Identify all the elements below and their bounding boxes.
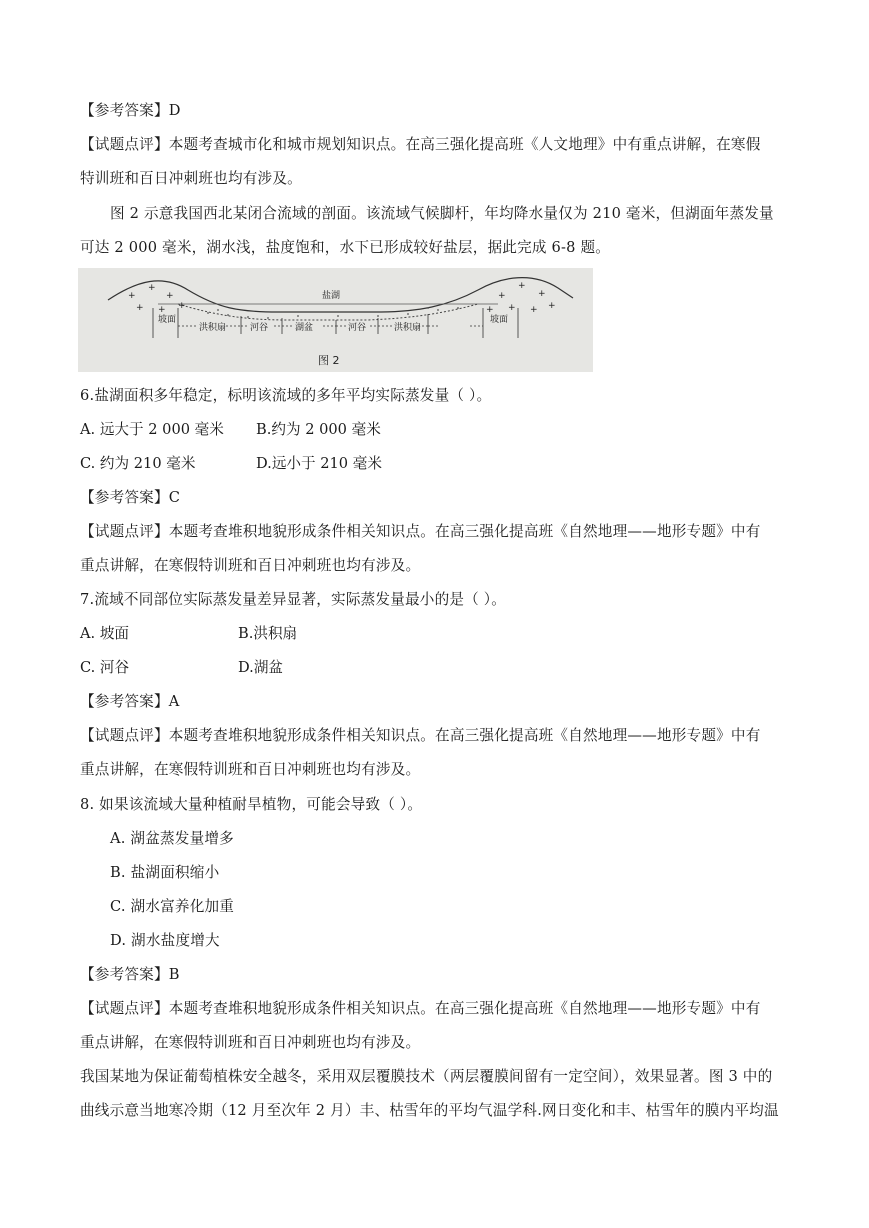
commentary-line: 【试题点评】本题考查堆积地貌形成条件相关知识点。在高三强化提高班《自然地理——地形专题》中有 [80,523,761,540]
paragraph-line: 曲线示意当地寒冷期（12 月至次年 2 月）丰、枯雪年的平均气温学科.网日变化和丰、枯雪年的膜内平均温 [80,1102,779,1119]
commentary-line: 重点讲解，在寒假特训班和百日冲刺班也均有涉及。 [80,557,421,574]
commentary-line: 【试题点评】本题考查城市化和城市规划知识点。在高三强化提高班《人文地理》中有重点讲解，在寒假 [80,136,761,153]
options-row [80,658,283,678]
intro-paragraph-line: 图 2 示意我国西北某闭合流域的剖面。该流域气候脚杆，年均降水量仅为 210 毫米，但湖面年蒸发量 [110,205,774,222]
zone-label: 洪积扇 [199,323,227,333]
paragraph-line: 我国某地为保证葡萄植株安全越冬，采用双层覆膜技术（两层覆膜间留有一定空间），效果显著。图 3 中的 [80,1068,773,1085]
commentary-line: 【试题点评】本题考查堆积地貌形成条件相关知识点。在高三强化提高班《自然地理——地形专题》中有 [80,727,761,744]
option-a: A. 坡面 [80,625,130,642]
zone-label: 湖盆 [295,323,314,333]
svg-text:+: + [508,303,516,313]
answer-line: 【参考答案】A [80,693,180,710]
options-row [80,624,297,644]
question-6: 6.盐湖面积多年稳定，标明该流域的多年平均实际蒸发量（ ）。 [80,387,492,404]
option-c: C. 湖水富养化加重 [110,898,235,915]
answer-line: 【参考答案】C [80,489,181,506]
commentary-line: 重点讲解，在寒假特训班和百日冲刺班也均有涉及。 [80,1034,421,1051]
zone-label: 河谷 [348,323,367,333]
option-a: A. 远大于 2 000 毫米 [80,421,224,438]
commentary-line: 重点讲解，在寒假特训班和百日冲刺班也均有涉及。 [80,761,421,778]
svg-text:+: + [548,301,556,311]
option-c: C. 河谷 [80,659,130,676]
svg-text:+: + [486,305,494,315]
zone-label: 坡面 [490,315,509,325]
basin-profile-diagram [78,268,593,372]
svg-text:+: + [518,281,526,291]
intro-paragraph-line: 可达 2 000 毫米，湖水浅，盐度饱和，水下已形成较好盐层，据此完成 6-8 题。 [80,239,611,256]
zone-label: 河谷 [250,323,269,333]
option-b: B.约为 2 000 毫米 [256,421,381,438]
options-row [80,420,381,440]
svg-text:+: + [178,301,186,311]
commentary-line: 【试题点评】本题考查堆积地貌形成条件相关知识点。在高三强化提高班《自然地理——地形专题》中有 [80,1000,761,1017]
option-c: C. 约为 210 毫米 [80,455,196,472]
lake-label: 盐湖 [322,291,341,301]
zone-label: 坡面 [158,315,177,325]
svg-text:+: + [498,291,506,301]
option-d: D.湖盆 [238,659,284,676]
commentary-line: 特训班和百日冲刺班也均有涉及。 [80,170,302,187]
svg-text:+: + [136,303,144,313]
question-7: 7.流域不同部位实际蒸发量差异显著，实际蒸发量最小的是（ ）。 [80,591,507,608]
answer-line: 【参考答案】D [80,102,181,119]
option-d: D.远小于 210 毫米 [256,455,382,472]
option-a: A. 湖盆蒸发量增多 [110,830,234,847]
option-d: D. 湖水盐度增大 [110,932,220,949]
zone-label: 洪积扇 [394,323,422,333]
question-8: 8. 如果该流域大量种植耐旱植物，可能会导致（ ）。 [80,796,423,813]
svg-text:+: + [128,291,136,301]
option-b: B.洪积扇 [238,625,298,642]
figure-caption: 图 2 [318,354,340,367]
answer-line: 【参考答案】B [80,966,180,983]
options-row [80,454,382,474]
basin-profile-figure [78,268,593,372]
svg-text:+: + [148,283,156,293]
svg-text:+: + [538,289,546,299]
svg-text:+: + [530,305,538,315]
svg-text:+: + [166,291,174,301]
svg-text:+: + [158,305,166,315]
option-b: B. 盐湖面积缩小 [110,864,220,881]
